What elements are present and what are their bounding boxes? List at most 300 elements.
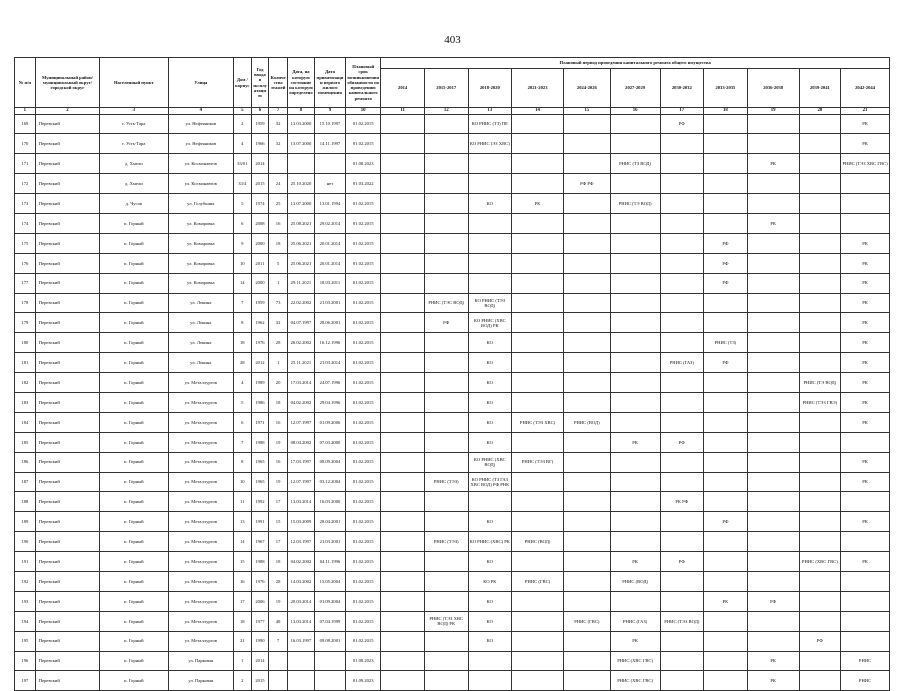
obligation-date-cell: 01.02.2015 [346,472,381,492]
period-cell [512,512,564,532]
period-cell [381,392,425,412]
period-cell [747,313,799,333]
row-number: 194 [15,611,36,631]
locality-cell: п. Горный [100,532,169,552]
period-cell [424,552,468,572]
period-cell: КО [468,432,512,452]
period-cell [660,134,704,154]
period-cell: КО РНИС (ТЗ ГАЗ ХВС ВОД) РФ РНК [468,472,512,492]
period-cell [512,631,564,651]
row-number: 188 [15,492,36,512]
period-cell [799,134,841,154]
year-cell: 2000 [251,273,269,293]
period-cell: РНИС [841,651,890,671]
period-cell [424,233,468,253]
period-cell [704,293,748,313]
district-cell: Перевский [35,194,99,214]
locality-cell: д. Хмели [100,174,169,194]
period-cell [704,392,748,412]
period-cell [660,293,704,313]
period-cell [799,333,841,353]
period-header: 2015-2017 [424,69,468,108]
obligation-date-cell: 01.02.2015 [346,392,381,412]
floors-cell: 7 [269,631,288,651]
obligation-date-cell: 01.02.2015 [346,572,381,592]
street-cell: ул. Металлургов [168,611,233,631]
obligation-date-cell: 01.02.2015 [346,293,381,313]
street-cell: ул. Комаровка [168,213,233,233]
period-cell: РК [747,154,799,174]
street-cell: ул. Металлургов [168,492,233,512]
period-cell [610,253,660,273]
period-cell [564,532,611,552]
period-cell: РК [841,134,890,154]
period-cell [660,273,704,293]
period-cell [660,373,704,393]
row-number: 191 [15,552,36,572]
state-date-cell: 12.07.1997 [287,412,314,432]
period-cell [564,114,611,134]
period-cell [704,631,748,651]
street-cell: ул. Ленина [168,293,233,313]
floors-cell: 32 [269,134,288,154]
floors-cell: 16 [269,213,288,233]
row-number: 173 [15,194,36,214]
house-cell: 21 [233,631,251,651]
period-cell [512,651,564,671]
district-cell: Перевский [35,353,99,373]
locality-cell: п. Горный [100,432,169,452]
locality-cell: п. Горный [100,552,169,572]
period-cell [512,213,564,233]
period-cell [704,313,748,333]
period-cell [747,392,799,412]
period-cell: КО [468,412,512,432]
period-cell [564,591,611,611]
privatization-date-cell: 15.10.1997 [314,114,345,134]
period-cell [799,591,841,611]
privatization-date-cell: 21.03.2014 [314,353,345,373]
period-cell [424,114,468,134]
table-row [15,631,890,651]
period-cell [512,492,564,512]
table-row [15,213,890,233]
district-cell: Перевский [35,472,99,492]
period-cell [564,651,611,671]
period-cell [747,452,799,472]
period-cell [799,353,841,373]
period-header: 2030-2032 [660,69,704,108]
house-cell: 6 [233,412,251,432]
privatization-date-cell: 18.03.2011 [314,273,345,293]
row-number: 186 [15,452,36,472]
table-row [15,452,890,472]
house-cell: 9 [233,233,251,253]
floors-cell [269,154,288,174]
obligation-date-cell: 01.02.2015 [346,213,381,233]
year-cell: 1976 [251,572,269,592]
privatization-date-cell: 07.04.1999 [314,611,345,631]
period-cell [424,273,468,293]
period-cell: РФ [704,253,748,273]
period-cell [610,333,660,353]
period-cell [564,373,611,393]
period-cell: РК [841,114,890,134]
table-row [15,532,890,552]
column-number: 20 [799,108,841,115]
year-cell: 2008 [251,213,269,233]
year-cell: 1965 [251,472,269,492]
period-cell: РК [704,591,748,611]
period-cell [747,333,799,353]
period-cell [799,233,841,253]
year-cell: 1974 [251,194,269,214]
period-cell [424,651,468,671]
locality-cell: п. Горный [100,412,169,432]
row-number: 189 [15,512,36,532]
period-cell [610,273,660,293]
period-cell [564,392,611,412]
street-cell: ул. Комаровка [168,233,233,253]
row-number: 171 [15,154,36,174]
period-cell [381,651,425,671]
period-cell [381,671,425,691]
floors-cell: 16 [269,452,288,472]
state-date-cell: 26.02.2002 [287,333,314,353]
locality-cell: п. Горный [100,611,169,631]
street-cell: ул. Металлургов [168,432,233,452]
period-cell: РНИС (ГАЗ) [660,353,704,373]
floors-cell: 28 [269,572,288,592]
period-cell [564,552,611,572]
period-cell [381,452,425,472]
period-cell [424,512,468,532]
period-cell: РНИС (ХВС ГВС) [799,552,841,572]
period-cell [747,492,799,512]
period-cell: РК [610,552,660,572]
period-cell: РФ [660,432,704,452]
obligation-date-cell: 01.08.2023 [346,154,381,174]
period-cell: РК [841,512,890,532]
period-cell [799,492,841,512]
col-header-locality: Населенный пункт [100,58,169,108]
period-cell [512,333,564,353]
period-cell [512,273,564,293]
state-date-cell: 25.06.2021 [287,233,314,253]
period-cell [512,611,564,631]
period-cell: РНИС (ТЭЗ ХВС) [512,412,564,432]
row-number: 196 [15,651,36,671]
obligation-date-cell: 01.02.2015 [346,432,381,452]
year-cell: 1977 [251,611,269,631]
period-cell [660,532,704,552]
period-cell [799,253,841,273]
period-cell [747,194,799,214]
locality-cell: п. Горный [100,313,169,333]
district-cell: Перевский [35,611,99,631]
obligation-date-cell: 01.02.2015 [346,253,381,273]
floors-cell: 17 [269,492,288,512]
period-cell [512,392,564,412]
district-cell: Перевский [35,591,99,611]
year-cell: 2012 [251,353,269,373]
period-cell [381,412,425,432]
district-cell: Перевский [35,213,99,233]
period-header: 2024-2026 [564,69,611,108]
period-cell [747,512,799,532]
period-cell [704,213,748,233]
street-cell: ул. Нефтяников [168,134,233,154]
house-cell: 10 [233,472,251,492]
period-cell: РК [841,353,890,373]
column-number: 6 [251,108,269,115]
period-cell: РНИС (ХВС ГВС) [610,651,660,671]
state-date-cell: 13.07.2000 [287,194,314,214]
obligation-date-cell: 01.08.2023 [346,651,381,671]
street-cell: ул. Голубкина [168,194,233,214]
year-cell: 1989 [251,373,269,393]
row-number: 174 [15,213,36,233]
period-cell [468,492,512,512]
floors-cell: 19 [269,432,288,452]
house-cell: 2 [233,114,251,134]
state-date-cell: 14.03.2002 [287,572,314,592]
period-cell [660,253,704,273]
column-number: 15 [564,108,611,115]
period-cell: РК [841,293,890,313]
period-header: 2014 [381,69,425,108]
period-cell: КО РНИС (ХВС ВОД) РК [468,313,512,333]
period-cell [512,233,564,253]
period-cell [424,213,468,233]
period-cell [799,273,841,293]
locality-cell: г. Усть-Тара [100,134,169,154]
period-cell [747,134,799,154]
period-cell: РФ [660,552,704,572]
state-date-cell: 17.03.2014 [287,373,314,393]
floors-cell: 73 [269,293,288,313]
floors-cell: 15 [269,512,288,532]
street-cell: ул. Металлургов [168,472,233,492]
period-cell [468,213,512,233]
period-cell: РФ [704,273,748,293]
year-cell: 2000 [251,233,269,253]
floors-cell: 19 [269,591,288,611]
privatization-date-cell: 13.01.1994 [314,194,345,214]
period-cell: РК [841,552,890,572]
period-header: 2027-2029 [610,69,660,108]
table-row [15,253,890,273]
period-cell: РНИС (ТЭ ВОД) [610,194,660,214]
house-cell: 15 [233,552,251,572]
period-cell [468,233,512,253]
period-cell [424,392,468,412]
state-date-cell: 04.02.2002 [287,392,314,412]
table-row [15,611,890,631]
column-number: 11 [381,108,425,115]
house-cell: 11 [233,492,251,512]
year-cell: 2006 [251,591,269,611]
house-cell: 14 [233,273,251,293]
district-cell: Перевский [35,134,99,154]
row-number: 183 [15,392,36,412]
locality-cell: п. Горный [100,651,169,671]
period-cell [381,154,425,174]
locality-cell: п. Горный [100,253,169,273]
district-cell: Перевский [35,492,99,512]
period-cell [841,532,890,552]
period-cell [468,174,512,194]
street-cell: ул. Металлургов [168,373,233,393]
period-cell [468,154,512,174]
table-row [15,472,890,492]
privatization-date-cell: 03.12.2004 [314,472,345,492]
period-cell [381,194,425,214]
column-number: 2 [35,108,99,115]
locality-cell: п. Горный [100,472,169,492]
row-number: 175 [15,233,36,253]
state-date-cell: 13.03.2000 [287,114,314,134]
year-cell: 1991 [251,512,269,532]
period-cell [660,194,704,214]
period-cell [799,472,841,492]
obligation-date-cell: 01.02.2015 [346,353,381,373]
period-cell: РК [747,651,799,671]
privatization-date-cell: 21.03.2001 [314,293,345,313]
period-cell [841,591,890,611]
house-cell: 4 [233,134,251,154]
column-number: 4 [168,108,233,115]
house-cell: 18 [233,333,251,353]
floors-cell: 17 [269,532,288,552]
period-cell [660,572,704,592]
period-cell [564,233,611,253]
table-row [15,194,890,214]
locality-cell: п. Горный [100,512,169,532]
house-cell: 17 [233,591,251,611]
period-cell: РНИС (ГВС) [564,611,611,631]
period-cell [660,452,704,472]
locality-cell: п. Горный [100,671,169,691]
period-header: 2021-2023 [512,69,564,108]
period-cell [660,174,704,194]
period-cell [799,154,841,174]
period-cell [610,134,660,154]
period-cell [660,512,704,532]
obligation-date-cell: 01.02.2015 [346,412,381,432]
table-row [15,392,890,412]
year-cell: 1959 [251,293,269,313]
state-date-cell: 15.03.2009 [287,512,314,532]
locality-cell: п. Горный [100,631,169,651]
year-cell: 1988 [251,432,269,452]
table-row [15,572,890,592]
period-cell [424,572,468,592]
period-cell [512,134,564,154]
period-cell [799,512,841,532]
column-number: 1 [15,108,36,115]
house-cell: 16 [233,572,251,592]
state-date-cell: 22.02.2002 [287,293,314,313]
period-cell: РК [747,671,799,691]
period-cell [799,432,841,452]
table-row [15,273,890,293]
period-cell: РК [747,213,799,233]
row-number: 170 [15,134,36,154]
col-header-number: № п/п [15,58,36,108]
period-cell [381,273,425,293]
district-cell: Перевский [35,174,99,194]
period-cell [747,233,799,253]
period-cell [381,512,425,532]
period-cell [704,432,748,452]
capital-repair-table [14,57,890,691]
period-cell [564,134,611,154]
obligation-date-cell: 01.02.2015 [346,611,381,631]
period-cell [512,591,564,611]
floors-cell: 16 [269,412,288,432]
period-cell [704,154,748,174]
house-cell: 7 [233,432,251,452]
house-cell: 14 [233,532,251,552]
table-row [15,412,890,432]
period-cell: РФ [799,631,841,651]
period-cell: РНИС (ТЭЗ) [424,472,468,492]
row-number: 178 [15,293,36,313]
period-cell [660,412,704,432]
obligation-date-cell: 01.03.2022 [346,174,381,194]
state-date-cell: 08.04.2002 [287,432,314,452]
period-cell [799,611,841,631]
district-cell: Перевский [35,552,99,572]
obligation-date-cell: 01.09.2023 [346,671,381,691]
period-cell [381,233,425,253]
period-cell [564,293,611,313]
privatization-date-cell: 29.04.1996 [314,392,345,412]
period-cell [424,154,468,174]
period-cell [564,313,611,333]
privatization-date-cell [314,651,345,671]
table-row [15,591,890,611]
state-date-cell: 16.03.1997 [287,631,314,651]
street-cell: ул. Комаровка [168,253,233,273]
privatization-date-cell: нет [314,174,345,194]
privatization-date-cell: 20.01.2014 [314,253,345,273]
street-cell: ул. Металлургов [168,572,233,592]
period-cell [747,174,799,194]
period-cell [747,353,799,373]
period-cell [381,472,425,492]
house-cell: 33/01 [233,154,251,174]
street-cell: ул. Металлургов [168,412,233,432]
district-cell: Перевский [35,651,99,671]
period-cell [610,472,660,492]
column-number: 3 [100,108,169,115]
period-cell [564,512,611,532]
period-cell [424,194,468,214]
state-date-cell: 13.07.2000 [287,134,314,154]
col-header-street: Улица [168,58,233,108]
period-cell [381,174,425,194]
row-number: 182 [15,373,36,393]
period-cell: РНИС (ВОД) [512,532,564,552]
state-date-cell [287,651,314,671]
period-cell [564,631,611,651]
obligation-date-cell: 01.02.2015 [346,552,381,572]
period-cell: РФ [704,353,748,373]
house-cell: 13 [233,512,251,532]
district-cell: Перевский [35,293,99,313]
